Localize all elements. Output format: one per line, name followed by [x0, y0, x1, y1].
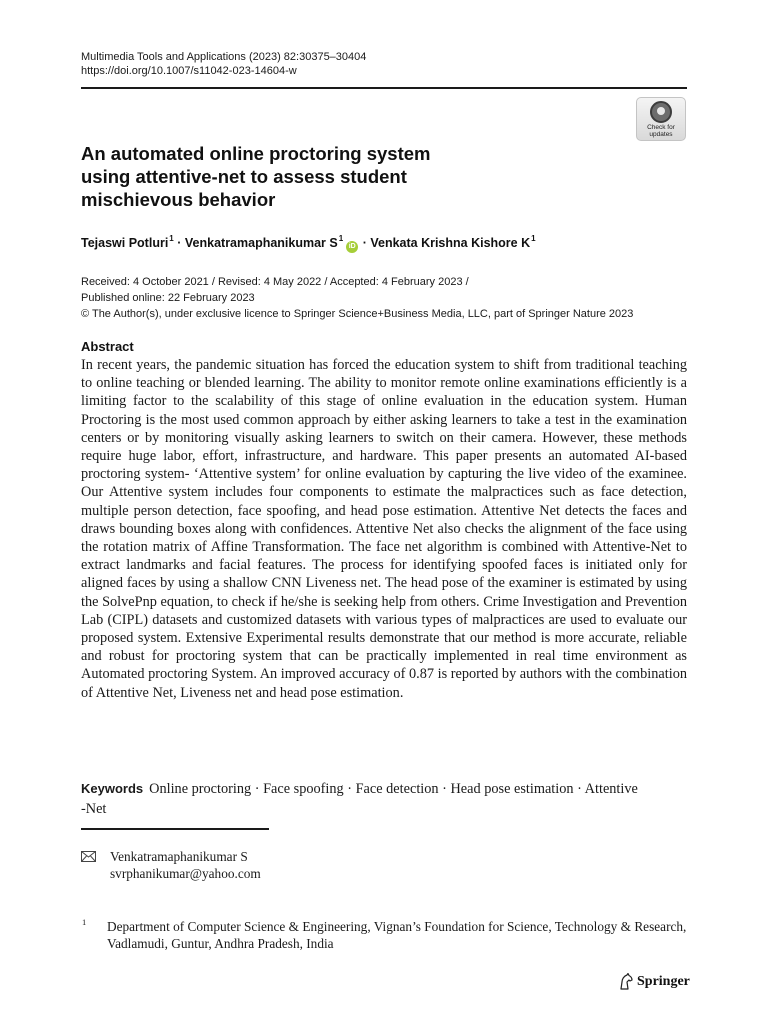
orcid-icon[interactable]: iD — [346, 241, 358, 253]
springer-wordmark: Springer — [637, 974, 690, 989]
check-for-updates-badge[interactable] — [636, 97, 686, 141]
footnote-rule — [81, 828, 269, 830]
corresponding-author-email[interactable]: svrphanikumar@yahoo.com — [110, 865, 261, 881]
keywords-label: Keywords — [81, 781, 144, 796]
abstract-heading: Abstract — [81, 339, 134, 354]
affiliation-text: Department of Computer Science & Engineering, Vignan’s Foundation for Science, Technology & Research, Vadlamudi, Guntur, Andhra Pradesh, India — [107, 919, 687, 951]
envelope-icon[interactable] — [81, 851, 96, 862]
author-list — [81, 235, 536, 253]
copyright-line — [81, 306, 633, 322]
keywords-list: Online proctoring · Face spoofing · Face detection · Head pose estimation · Attentive -Net — [81, 781, 638, 817]
copyright-text: The Author(s), under exclusive licence to Springer Science+Business Media, LLC, part of Springer Nature 2023 — [91, 308, 634, 320]
author-name[interactable]: Tejaswi Potluri — [81, 236, 169, 251]
author-separator: · — [177, 236, 182, 251]
check-updates-label: Check for updates — [647, 124, 675, 138]
abstract-text: In recent years, the pandemic situation has forced the education system to shift from traditional teaching to online teaching or blended learning. The ability to monitor remote online examinations efficiently is a limiting factor to the scalability of this stage of online evaluation in the education system. Human Proctoring is the most used common approach by either asking learners to take a test in the examination centers or by monitoring visually asking learners to switch on their camera. However, these methods require huge labor, effort, infrastructure, and hardware. This paper presents an automated AI-based proctoring system- ‘Attentive system’ for online evaluation by capturing the live video of the examinee. Our Attentive system includes four components to estimate the malpractices such as face detection, multiple person detection, face spoofing, and head pose estimation. Attentive Net detects the faces and draws bounding boxes along with confidences. Attentive Net also checks the alignment of the face using the rotation matrix of Affine Transformation. The face net algorithm is combined with Attentive-Net to extract landmarks and facial features. The process for identifying spoofed faces is initiated only for aligned faces by using a shallow CNN Liveness net. The head pose of the examiner is estimated by using the SolvePnp equation, to check if he/she is seeking help from others. Crime Investigation and Prevention Lab (CIPL) datasets and customized datasets with various types of malpractices are used to evaluate our proposed system. Extensive Experimental results demonstrate that our method is more accurate, reliable and robust for proctoring system that can be practically implemented in real time environment as Automated proctoring System. An improved accuracy of 0.87 is reported by authors with the combination of Attentive Net, Liveness net and head pose estimation. — [81, 357, 687, 701]
check-updates-icon — [650, 101, 672, 123]
doi-link[interactable]: https://doi.org/10.1007/s11042-023-14604-w — [81, 65, 297, 77]
dates-received-line: Received: 4 October 2021 / Revised: 4 May 2022 / Accepted: 4 February 2023 / — [81, 276, 469, 288]
copyright-icon: © — [81, 308, 90, 320]
title-line: using attentive-net to assess student — [81, 166, 407, 187]
publication-dates — [81, 274, 633, 322]
title-line: An automated online proctoring system — [81, 143, 431, 164]
corresponding-author-name: Venkatramaphanikumar S — [110, 849, 248, 864]
affiliation-mark: 1 — [169, 234, 174, 243]
title-line: mischievous behavior — [81, 189, 276, 210]
correspondence — [110, 849, 261, 882]
paper-title — [81, 142, 431, 211]
affiliation-number: 1 — [82, 917, 87, 927]
journal-citation: Multimedia Tools and Applications (2023) 82:30375–30404 — [81, 51, 367, 63]
springer-logo — [618, 971, 690, 993]
author-name[interactable]: Venkata Krishna Kishore K — [370, 236, 531, 251]
author-separator: · — [362, 236, 367, 251]
author-name[interactable]: Venkatramaphanikumar S — [184, 236, 338, 251]
dates-published-line: Published online: 22 February 2023 — [81, 292, 255, 304]
affiliation-mark: 1 — [531, 234, 536, 243]
affiliation-mark: 1 — [338, 234, 344, 243]
header-rule — [81, 87, 687, 89]
springer-horse-icon — [618, 973, 634, 991]
journal-header — [81, 50, 366, 78]
keywords-section — [81, 779, 641, 819]
